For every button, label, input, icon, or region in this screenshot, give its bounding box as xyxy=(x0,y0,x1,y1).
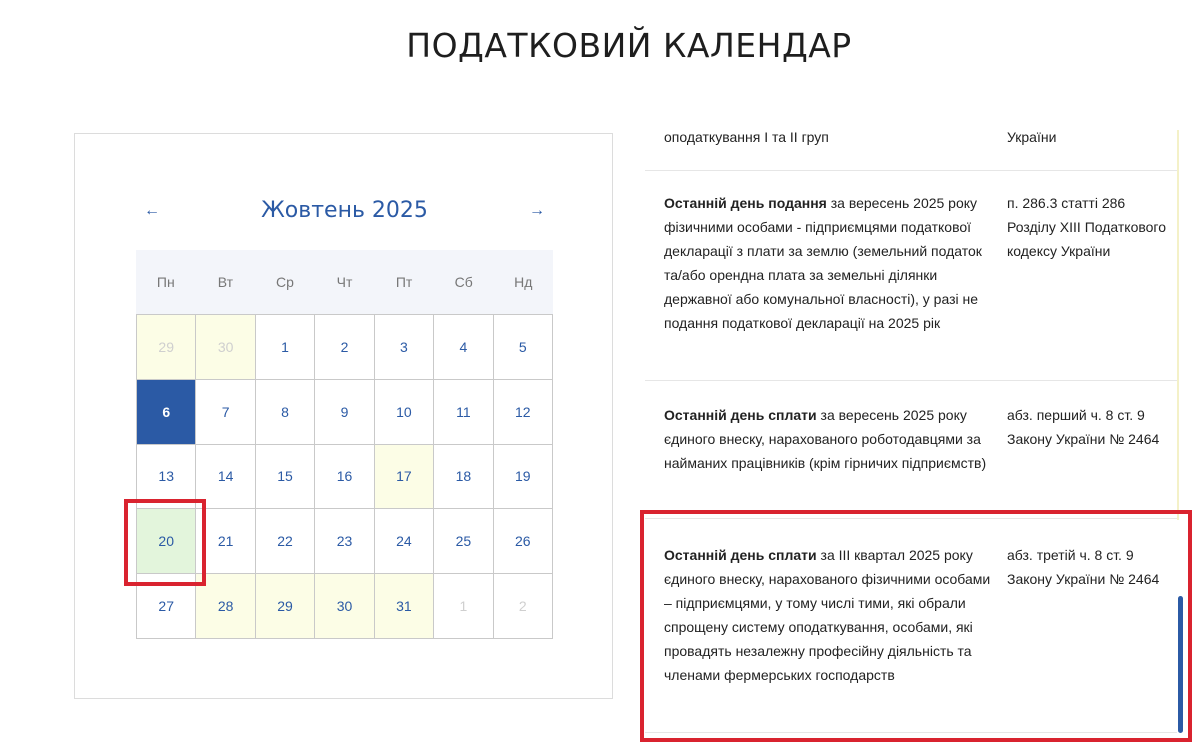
calendar-day-cell[interactable]: 8 xyxy=(256,380,315,445)
entry-description: Останній день сплати за III квартал 2025 року єдиного внеску, нарахованого фізичними особами – підприємцями, у тому числі тими, які обрали спрощену систему оподаткування, особами, які провадять незалежну професійну діяльність та членами фермерських господарств xyxy=(664,547,991,683)
calendar-day-cell[interactable]: 9 xyxy=(315,380,374,445)
calendar-day-cell[interactable]: 29 xyxy=(256,574,315,639)
entry-description: Останній день подання за вересень 2025 року фізичними особами - підприємцями податкової декларації з плати за землю (земельний податок та/або орендна плата за земельні ділянки державної або комунальної власності), у разі не подання податкової декларації на 2025 рік xyxy=(664,195,982,331)
calendar-day-cell[interactable]: 29 xyxy=(137,315,196,380)
list-item[interactable] xyxy=(645,381,1177,519)
calendar-day-grid xyxy=(136,314,553,639)
entry-description: оподаткування I та II груп xyxy=(664,129,829,145)
calendar-day-cell[interactable]: 28 xyxy=(196,574,255,639)
entry-reference: України xyxy=(1007,129,1057,145)
weekday-sat: Сб xyxy=(454,274,473,290)
calendar-day-cell[interactable]: 23 xyxy=(315,509,374,574)
list-scrollbar[interactable] xyxy=(1178,596,1183,733)
entry-description: Останній день сплати за вересень 2025 року єдиного внеску, нарахованого роботодавцями за найманих працівників (крім гірничих підприємств) xyxy=(664,407,987,471)
deadline-list xyxy=(645,105,1177,751)
calendar-widget xyxy=(74,133,613,699)
calendar-day-cell[interactable]: 27 xyxy=(137,574,196,639)
calendar-day-cell[interactable]: 18 xyxy=(434,445,493,510)
calendar-day-cell[interactable]: 6 xyxy=(137,380,196,445)
calendar-day-cell[interactable]: 13 xyxy=(137,445,196,510)
calendar-day-cell[interactable]: 3 xyxy=(375,315,434,380)
list-item[interactable] xyxy=(645,171,1177,381)
page-title: ПОДАТКОВИЙ КАЛЕНДАР xyxy=(406,26,852,65)
calendar-day-cell[interactable]: 30 xyxy=(196,315,255,380)
calendar-day-cell[interactable]: 5 xyxy=(494,315,553,380)
list-item[interactable] xyxy=(645,105,1177,171)
list-accent-line xyxy=(1177,130,1179,520)
weekday-wed: Ср xyxy=(275,274,294,290)
list-item-highlighted[interactable] xyxy=(645,519,1177,733)
entry-reference: абз. третій ч. 8 ст. 9 Закону України № 2464 xyxy=(1007,547,1160,587)
calendar-day-cell[interactable]: 21 xyxy=(196,509,255,574)
calendar-day-cell[interactable]: 4 xyxy=(434,315,493,380)
weekday-tue: Вт xyxy=(217,274,234,290)
calendar-day-cell[interactable]: 24 xyxy=(375,509,434,574)
calendar-day-cell[interactable]: 10 xyxy=(375,380,434,445)
weekday-thu: Чт xyxy=(336,274,353,290)
weekday-fri: Пт xyxy=(395,274,413,290)
calendar-day-cell[interactable]: 1 xyxy=(256,315,315,380)
entry-reference: абз. перший ч. 8 ст. 9 Закону України № 2464 xyxy=(1007,407,1160,447)
calendar-day-cell[interactable]: 11 xyxy=(434,380,493,445)
calendar-day-cell[interactable]: 15 xyxy=(256,445,315,510)
weekday-sun: Нд xyxy=(514,274,533,290)
calendar-day-cell[interactable]: 22 xyxy=(256,509,315,574)
calendar-day-cell[interactable]: 30 xyxy=(315,574,374,639)
entry-reference: п. 286.3 статті 286 Розділу XIII Податкового кодексу України xyxy=(1007,195,1167,259)
calendar-day-cell[interactable]: 20 xyxy=(137,509,196,574)
calendar-day-cell[interactable]: 16 xyxy=(315,445,374,510)
weekday-mon: Пн xyxy=(156,274,175,290)
calendar-day-cell[interactable]: 17 xyxy=(375,445,434,510)
calendar-day-cell[interactable]: 2 xyxy=(315,315,374,380)
calendar-day-cell[interactable]: 14 xyxy=(196,445,255,510)
calendar-day-cell[interactable]: 31 xyxy=(375,574,434,639)
calendar-day-cell[interactable]: 19 xyxy=(494,445,553,510)
calendar-day-cell[interactable]: 1 xyxy=(434,574,493,639)
calendar-day-cell[interactable]: 26 xyxy=(494,509,553,574)
calendar-header xyxy=(136,196,553,226)
calendar-day-cell[interactable]: 7 xyxy=(196,380,255,445)
weekday-header-row xyxy=(136,250,553,314)
month-title: Жовтень 2025 xyxy=(261,198,428,223)
prev-month-arrow-icon[interactable]: ← xyxy=(144,202,160,219)
calendar-day-cell[interactable]: 25 xyxy=(434,509,493,574)
calendar-day-cell[interactable]: 2 xyxy=(494,574,553,639)
calendar-day-cell[interactable]: 12 xyxy=(494,380,553,445)
next-month-arrow-icon[interactable]: → xyxy=(529,202,545,219)
